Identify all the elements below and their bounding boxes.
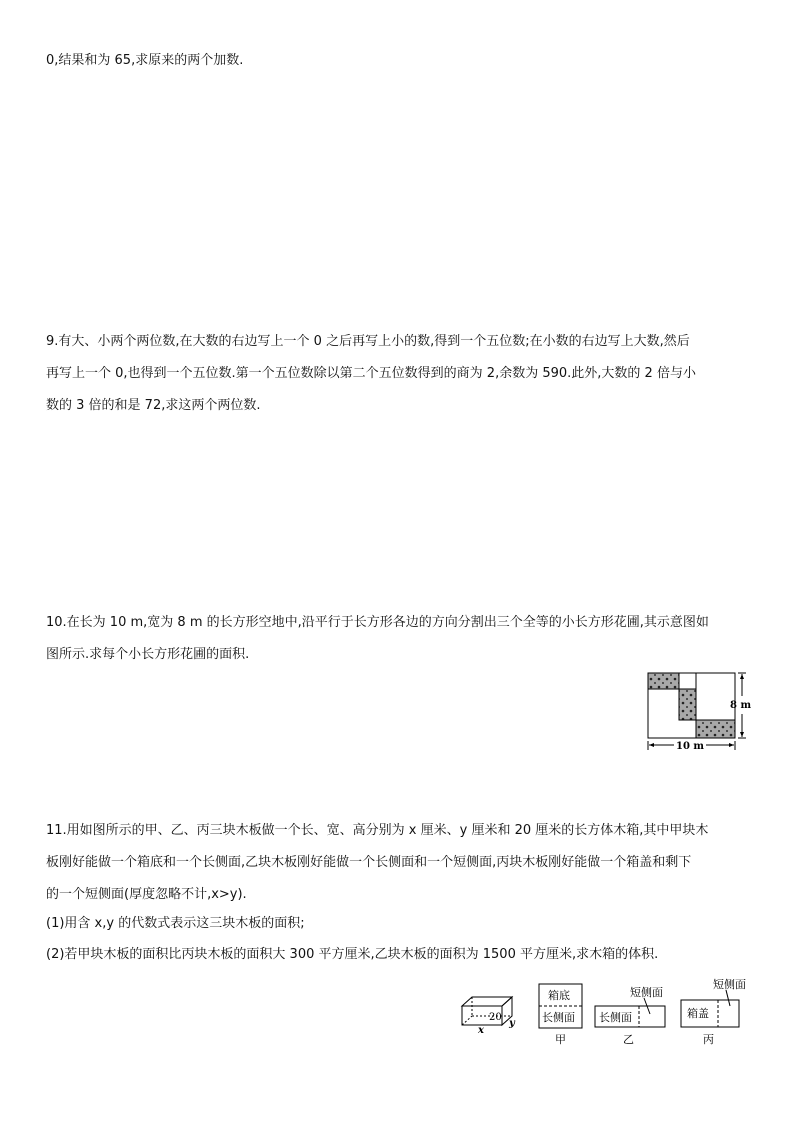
bing-name: 丙 [703,1033,714,1046]
q10-line-1: 10.在长为 10 m,宽为 8 m 的长方形空地中,沿平行于长方形各边的方向分割出三个全等的小长方形花圃,其示意图如 [46,615,709,630]
yi-left-label: 长侧面 [599,1011,632,1024]
jia-bottom-label: 长侧面 [542,1011,575,1024]
bing-left-label: 箱盖 [687,1007,709,1020]
board-bing [678,976,750,1048]
q11-line-3: 的一个短侧面(厚度忽略不计,x>y). [46,887,247,902]
board-yi [592,984,670,1048]
yi-name: 乙 [623,1033,634,1046]
q9-line-3: 数的 3 倍的和是 72,求这两个两位数. [46,398,261,413]
box-y-label: y [509,1018,515,1029]
q10-garden-figure [640,668,755,756]
height-label: 8 m [730,700,752,711]
garden-bed-1 [648,673,679,689]
bing-callout-label: 短侧面 [713,978,746,991]
q11-box-figure [458,992,528,1034]
box-height-label: 20 [489,1012,502,1023]
jia-top-label: 箱底 [548,989,570,1002]
q9-line-1: 9.有大、小两个两位数,在大数的右边写上一个 0 之后再写上小的数,得到一个五位数;在小数的右边写上大数,然后 [46,334,690,349]
yi-callout-label: 短侧面 [630,986,663,999]
garden-bed-3 [696,720,735,738]
q11-line-1: 11.用如图所示的甲、乙、丙三块木板做一个长、宽、高分别为 x 厘米、y 厘米和 20 厘米的长方体木箱,其中甲块木 [46,823,709,838]
board-jia [536,982,586,1048]
garden-bed-2 [679,689,696,720]
box-x-label: x [478,1025,484,1034]
jia-name: 甲 [555,1033,566,1046]
q11-part-2: (2)若甲块木板的面积比丙块木板的面积大 300 平方厘米,乙块木板的面积为 1500 平方厘米,求木箱的体积. [46,947,659,962]
q11-part-1: (1)用含 x,y 的代数式表示这三块木板的面积; [46,916,305,931]
q8-line-1: 0,结果和为 65,求原来的两个加数. [46,53,244,68]
q9-line-2: 再写上一个 0,也得到一个五位数.第一个五位数除以第二个五位数得到的商为 2,余数为 590.此外,大数的 2 倍与小 [46,366,696,381]
q11-line-2: 板刚好能做一个箱底和一个长侧面,乙块木板刚好能做一个长侧面和一个短侧面,丙块木板刚好能做一个箱盖和剩下 [46,855,692,870]
width-label: 10 m [676,741,704,752]
q10-line-2: 图所示.求每个小长方形花圃的面积. [46,647,250,662]
